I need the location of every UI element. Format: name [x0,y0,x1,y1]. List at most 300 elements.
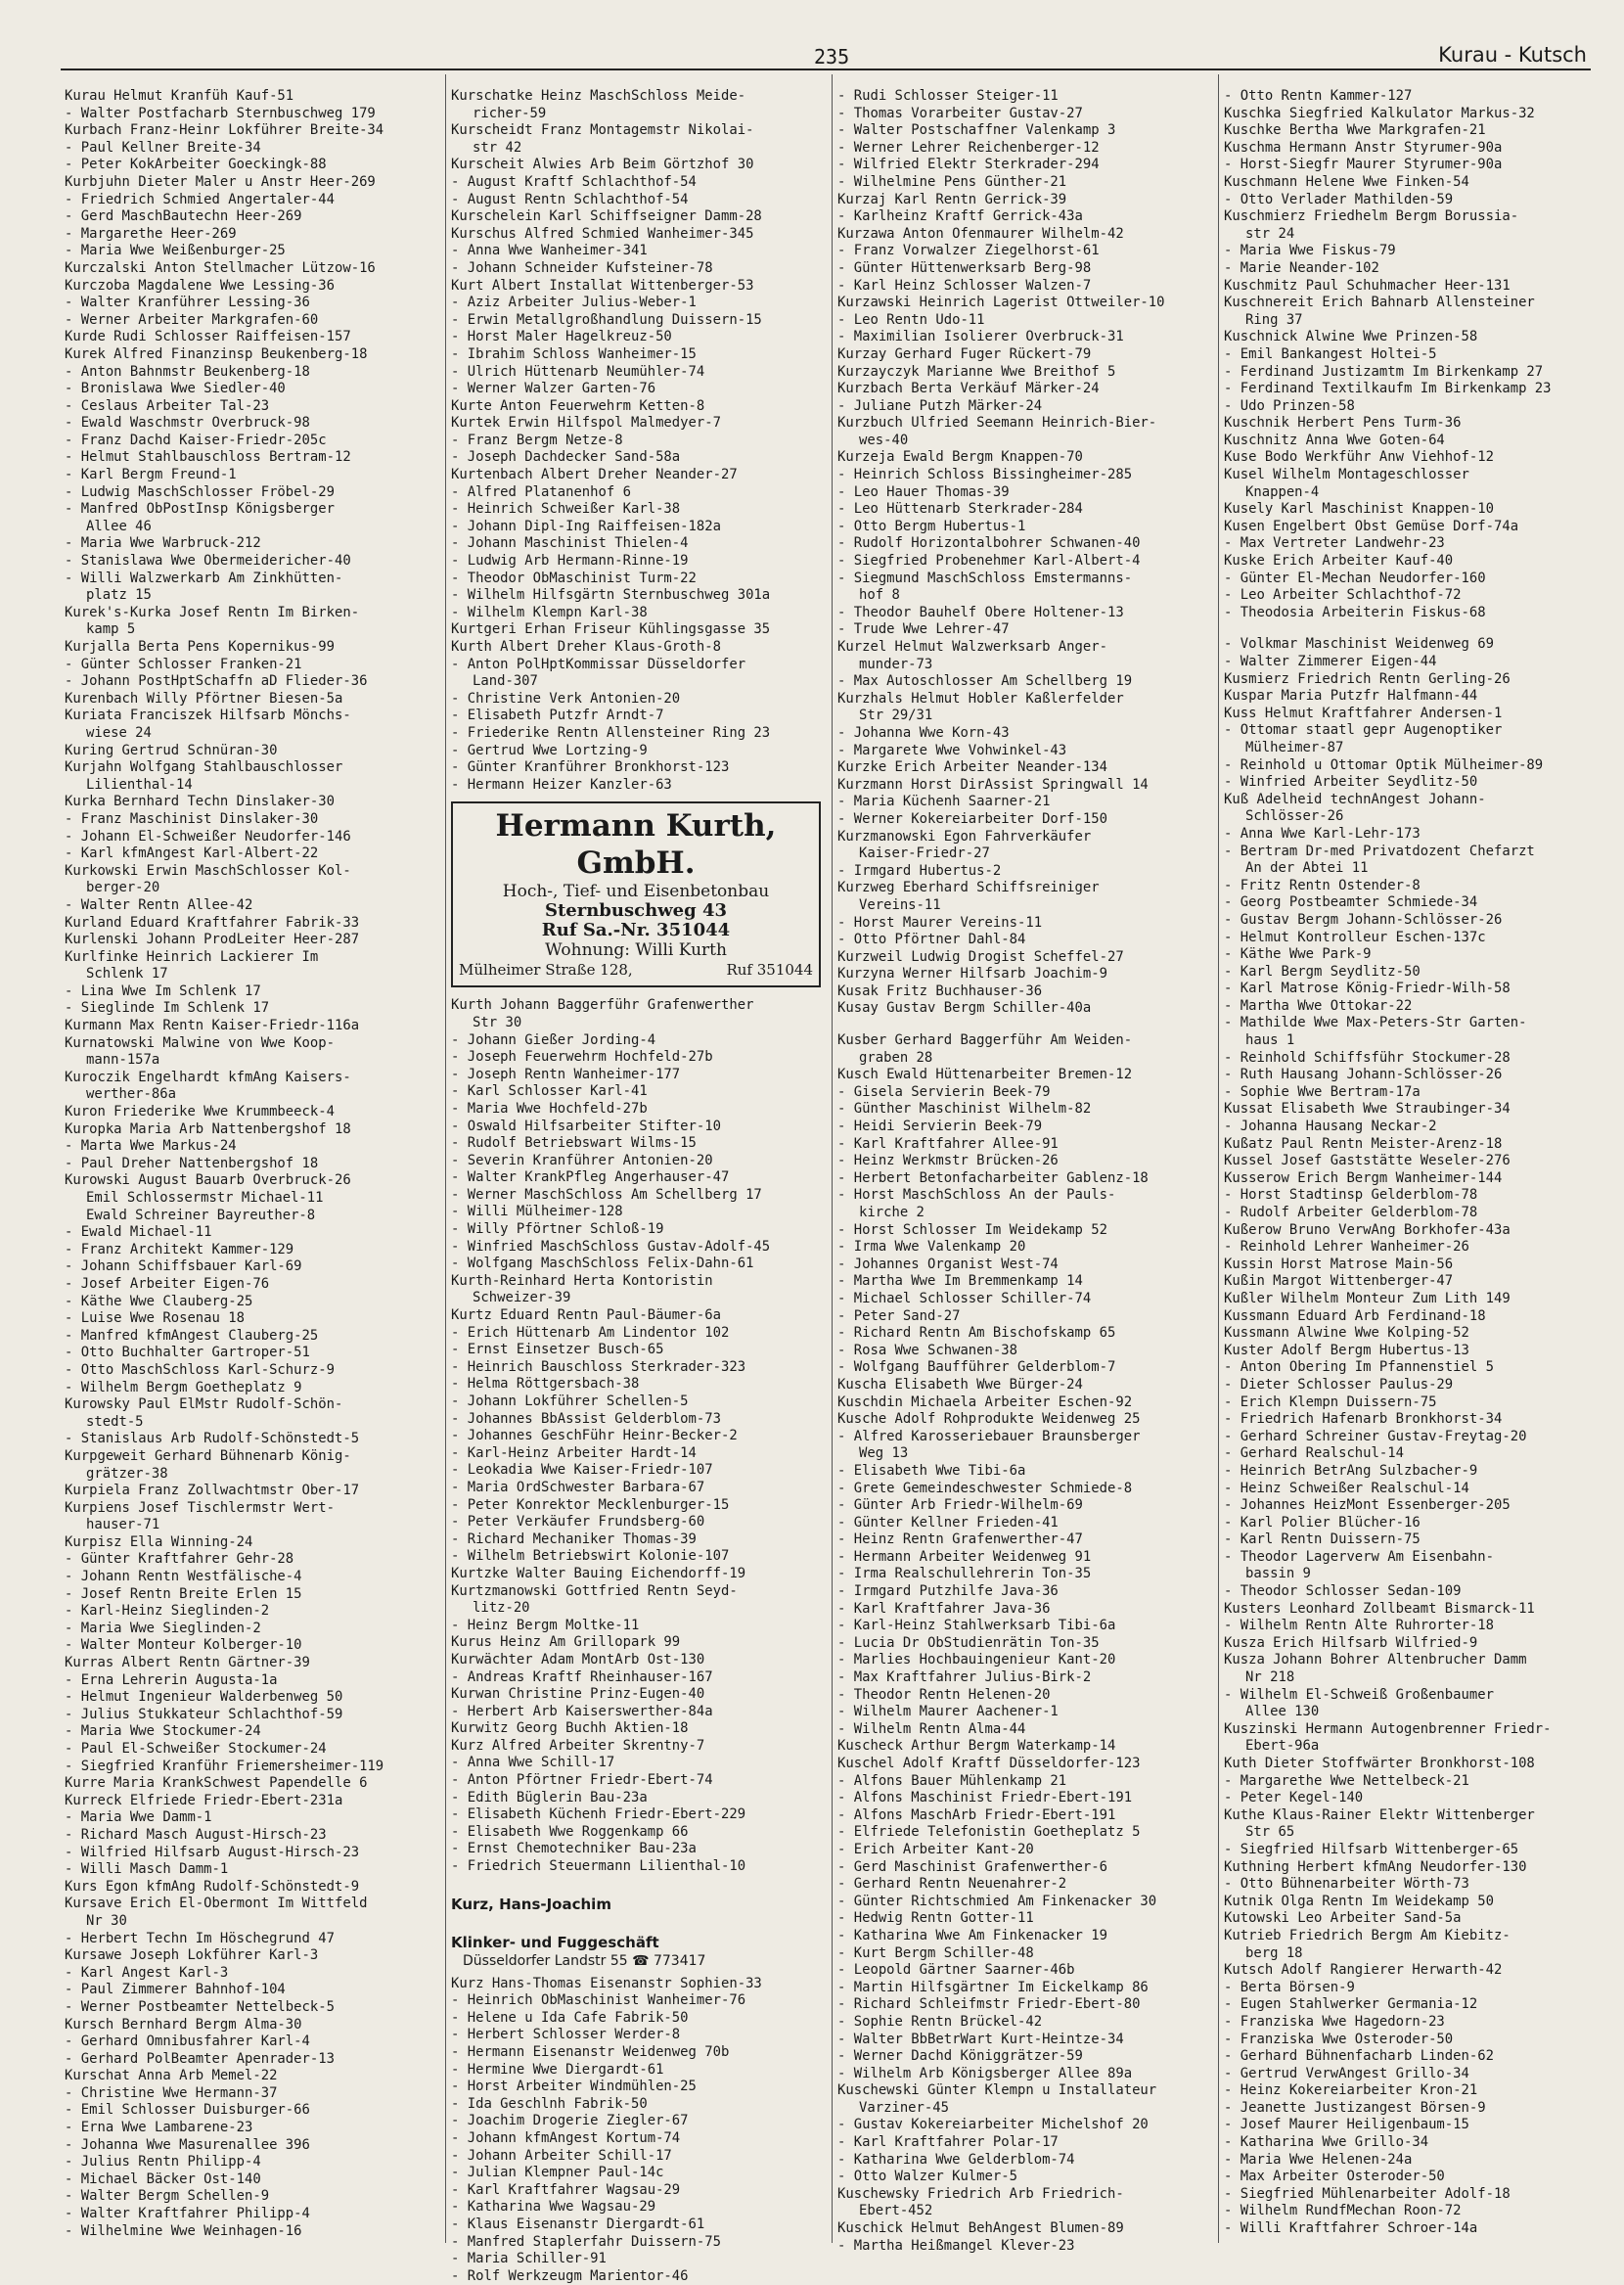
directory-entry: - Edith Büglerin Bau-23a [451,1789,648,1805]
directory-entry: Schweizer-39 [473,1290,571,1306]
directory-entry: Kussmann Alwine Wwe Kolping-52 [1224,1325,1469,1342]
directory-entry: hauser-71 [86,1517,160,1533]
directory-entry: - Gisela Servierin Beek-79 [837,1083,1051,1100]
directory-entry: Kurras Albert Rentn Gärtner-39 [65,1655,310,1671]
directory-entry: Allee 46 [86,518,152,534]
directory-entry: Kurzeja Ewald Bergm Knappen-70 [837,449,1083,466]
directory-entry: Kurzmann Horst DirAssist Springwall 14 [837,776,1149,793]
directory-entry: Emil Schlossermstr Michael-11 [86,1190,324,1206]
directory-entry: munder-73 [859,656,933,672]
directory-entry: - Elfriede Telefonistin Goetheplatz 5 [837,1824,1141,1841]
directory-entry: - Andreas Kraftf Rheinhauser-167 [451,1668,713,1685]
directory-entry: - Herbert Schlosser Werder-8 [451,2027,681,2043]
directory-entry: - Martha Heißmangel Klever-23 [837,2237,1075,2254]
ad-residence-line [459,960,813,980]
directory-entry: Kurzawski Heinrich Lagerist Ottweiler-10 [837,295,1165,311]
directory-entry: - Friedrich Steuermann Lilienthal-10 [451,1858,746,1875]
directory-entry: - Ruth Hausang Johann-Schlösser-26 [1224,1067,1503,1083]
directory-entry: str 24 [1245,225,1295,242]
directory-entry: Kurpiela Franz Zollwachtmstr Ober-17 [65,1483,360,1499]
directory-entry: Kuthning Herbert kfmAng Neudorfer-130 [1224,1858,1527,1875]
directory-entry: Kuscheck Arthur Bergm Waterkamp-14 [837,1738,1116,1755]
directory-entry: Kuschewsky Friedrich Arb Friedrich- [837,2185,1124,2202]
directory-entry: - Franz Vorwalzer Ziegelhorst-61 [837,243,1100,259]
directory-entry: Kurka Bernhard Techn Dinslaker-30 [65,794,335,810]
directory-entry: - Erich Klempn Duissern-75 [1224,1394,1437,1410]
directory-entry: Kuring Gertrud Schnüran-30 [65,742,278,758]
directory-entry: - Walter KrankPfleg Angerhauser-47 [451,1169,730,1186]
directory-entry: - Johannes GeschFühr Heinr-Becker-2 [451,1428,738,1444]
directory-entry: - Heinrich BetrAng Sulzbacher-9 [1224,1462,1478,1479]
directory-entry: Kurowsky Paul ElMstr Rudolf-Schön- [65,1396,343,1413]
directory-entry: Kuriata Franciszek Hilfsarb Mönchs- [65,708,351,724]
directory-entry: - Maria Wwe Sieglinden-2 [65,1620,261,1636]
directory-entry: - Joseph Dachdecker Sand-58a [451,449,681,466]
directory-entry: - Werner Kokereiarbeiter Dorf-150 [837,810,1107,827]
directory-entry: Str 29/31 [859,708,933,724]
directory-entry: - Günter Richtschmied Am Finkenacker 30 [837,1893,1157,1909]
directory-entry: - Wolfgang Baufführer Gelderblom-7 [837,1359,1116,1376]
directory-entry: Kurde Rudi Schlosser Raiffeisen-157 [65,329,351,345]
directory-entry: - Marta Wwe Markus-24 [65,1138,237,1155]
directory-entry: - Otto Walzer Kulmer-5 [837,2169,1017,2185]
directory-entry: - Werner Arbeiter Markgrafen-60 [65,311,319,328]
directory-entry: - Sophie Wwe Bertram-17a [1224,1083,1421,1100]
directory-entry: - Theodor Rentn Helenen-20 [837,1686,1051,1703]
directory-entry: - Otto Verlader Mathilden-59 [1224,191,1454,207]
directory-entry: - Karl kfmAngest Karl-Albert-22 [65,845,319,862]
directory-entry: - Walter BbBetrWart Kurt-Heintze-34 [837,2031,1124,2047]
directory-entry: Kuschma Hermann Anstr Styrumer-90a [1224,139,1503,156]
directory-entry: - Franz Architekt Kammer-129 [65,1241,294,1257]
ad-phone: Ruf Sa.-Nr. 351044 [541,920,731,941]
directory-entry: Kuschdin Michaela Arbeiter Eschen-92 [837,1394,1133,1410]
directory-entry: - Franziska Wwe Osteroder-50 [1224,2031,1454,2047]
directory-entry: - Günter Schlosser Franken-21 [65,656,302,672]
directory-entry: - Karl Schlosser Karl-41 [451,1083,648,1100]
directory-entry: wiese 24 [86,724,152,741]
directory-entry: Kurzayczyk Marianne Wwe Breithof 5 [837,363,1116,380]
directory-entry: - Ewald Waschmstr Overbruck-98 [65,415,310,432]
directory-entry: Kuschnik Herbert Pens Turm-36 [1224,415,1462,432]
directory-entry: - Theodor Schlosser Sedan-109 [1224,1583,1462,1600]
directory-entry: Kurzyna Werner Hilfsarb Joachim-9 [837,966,1107,983]
directory-entry: - Franziska Wwe Hagedorn-23 [1224,2013,1445,2030]
directory-entry: Kuss Helmut Kraftfahrer Andersen-1 [1224,705,1503,721]
ad-residence-address: Mülheimer Straße 128, [459,961,633,980]
directory-entry: - Johann Rentn Westfälische-4 [65,1569,302,1585]
directory-entry: - Karl-Heinz Sieglinden-2 [65,1603,270,1620]
directory-entry: - Maria Wwe Weißenburger-25 [65,243,286,259]
directory-entry: - Emil Schlosser Duisburger-66 [65,2102,310,2119]
directory-entry: Str 30 [473,1014,522,1030]
directory-entry: Kurpiens Josef Tischlermstr Wert- [65,1499,335,1516]
directory-entry: - Erna Lehrerin Augusta-1a [65,1671,278,1688]
directory-entry: - Elisabeth Wwe Roggenkamp 66 [451,1823,689,1840]
directory-entry: Kuscha Elisabeth Wwe Bürger-24 [837,1376,1083,1393]
directory-entry: - Gerhard PolBeamter Apenrader-13 [65,2050,335,2067]
directory-entry: - Julian Klempner Paul-14c [451,2165,664,2181]
directory-entry: - Grete Gemeindeschwester Schmiede-8 [837,1480,1133,1496]
directory-entry: - Martin Hilfsgärtner Im Eickelkamp 86 [837,1979,1149,1995]
directory-entry: - Hermann Heizer Kanzler-63 [451,776,672,793]
directory-entry: - Leo Hüttenarb Sterkrader-284 [837,501,1083,518]
directory-entry: - Elisabeth Putzfr Arndt-7 [451,708,664,724]
directory-entry: - Udo Prinzen-58 [1224,397,1355,414]
directory-entry: - Peter Verkäufer Frundsberg-60 [451,1514,705,1531]
directory-entry: - Wolfgang MaschSchloss Felix-Dahn-61 [451,1256,754,1272]
directory-entry: Kussat Elisabeth Wwe Straubinger-34 [1224,1101,1511,1118]
directory-entry: - Elisabeth Küchenh Friedr-Ebert-229 [451,1806,746,1823]
directory-entry: Kurwächter Adam MontArb Ost-130 [451,1651,705,1668]
directory-entry: - Richard Rentn Am Bischofskamp 65 [837,1325,1116,1342]
directory-entry: - Heinrich Schloss Bissingheimer-285 [837,467,1133,483]
directory-entry: Kurpgeweit Gerhard Bühnenarb König- [65,1447,351,1464]
ad-company-name: Hermann Kurth, GmbH. [495,808,777,882]
directory-entry: - Hedwig Rentn Gotter-11 [837,1910,1034,1927]
directory-entry: - Walter Monteur Kolberger-10 [65,1637,302,1654]
directory-entry: Kurth Johann Baggerführ Grafenwerther [451,997,754,1014]
directory-entry: - Marie Neander-102 [1224,259,1379,276]
directory-entry: - Willi Mülheimer-128 [451,1204,623,1220]
directory-entry: - Herbert Techn Im Höschegrund 47 [65,1930,335,1946]
directory-entry: - Klaus Eisenanstr Diergardt-61 [451,2216,705,2232]
directory-entry: - Johann Dipl-Ing Raiffeisen-182a [451,518,721,534]
directory-entry: - Juliane Putzh Märker-24 [837,397,1043,414]
directory-entry: - Katharina Wwe Grillo-34 [1224,2134,1429,2151]
directory-entry: - Werner MaschSchloss Am Schellberg 17 [451,1186,762,1203]
directory-entry: - Katharina Wwe Am Finkenacker 19 [837,1927,1107,1943]
directory-entry: Kurzbuch Ulfried Seemann Heinrich-Bier- [837,415,1157,432]
directory-entry: mann-157a [86,1052,160,1069]
directory-entry: - Walter Postschaffner Valenkamp 3 [837,122,1116,139]
directory-entry: - Maria Wwe Fiskus-79 [1224,243,1396,259]
directory-entry: - Paul Zimmerer Bahnhof-104 [65,1982,286,1998]
directory-entry: - Johann Gießer Jording-4 [451,1031,656,1048]
directory-entry: - Ernst Einsetzer Busch-65 [451,1342,664,1358]
directory-entry: Ring 37 [1245,311,1303,328]
directory-entry: - Maria Wwe Damm-1 [65,1809,212,1826]
directory-entry: Kurre Maria KrankSchwest Papendelle 6 [65,1775,368,1792]
directory-entry: - Marlies Hochbauingenieur Kant-20 [837,1652,1116,1668]
directory-entry: Kurth Albert Dreher Klaus-Groth-8 [451,639,721,655]
directory-entry: Kussin Horst Matrose Main-56 [1224,1256,1454,1272]
directory-entry: - Otto MaschSchloss Karl-Schurz-9 [65,1361,335,1378]
directory-entry: str 42 [473,139,522,156]
directory-entry: - Walter Kraftfahrer Philipp-4 [65,2206,310,2222]
ad-street: Sternbuschweg 43 [544,900,728,922]
directory-entry: Ebert-452 [859,2203,933,2219]
directory-entry: - Horst-Siegfr Maurer Styrumer-90a [1224,157,1503,173]
directory-entry: Kuschick Helmut BehAngest Blumen-89 [837,2220,1124,2237]
directory-entry: - Heinrich ObMaschinist Wanheimer-76 [451,1992,746,2009]
directory-entry: Kuszinski Hermann Autogenbrenner Friedr- [1224,1720,1552,1737]
directory-entry: - Karl Angest Karl-3 [65,1964,229,1981]
directory-entry: - Willi Walzwerkarb Am Zinkhütten- [65,570,343,586]
directory-entry: - Siegmund MaschSchloss Emstermanns- [837,570,1133,586]
directory-entry: - Heinz Kokereiarbeiter Kron-21 [1224,2082,1478,2099]
directory-column-2 [451,88,825,2284]
directory-entry: - Horst Stadtinsp Gelderblom-78 [1224,1187,1478,1204]
directory-entry: Kusely Karl Maschinist Knappen-10 [1224,501,1494,518]
directory-entry: - Johannes BbAssist Gelderblom-73 [451,1410,721,1427]
directory-entry: - Peter Konrektor Mecklenburger-15 [451,1496,730,1513]
directory-entry: Schlösser-26 [1245,808,1344,825]
directory-entry: - Manfred kfmAngest Clauberg-25 [65,1327,319,1344]
directory-entry: - Willi Kraftfahrer Schroer-14a [1224,2220,1478,2237]
directory-entry: - Willy Pförtner Schloß-19 [451,1221,664,1238]
directory-entry: - Erwin Metallgroßhandlung Duissern-15 [451,311,762,328]
directory-entry: kamp 5 [86,621,136,638]
directory-entry: graben 28 [859,1049,933,1066]
directory-entry: - Kurt Bergm Schiller-48 [837,1944,1034,1961]
directory-entry: - Josef Rentn Breite Erlen 15 [65,1585,302,1602]
directory-entry: - Wilhelm RundfMechan Roon-72 [1224,2203,1462,2219]
directory-entry: Kuschnitz Anna Wwe Goten-64 [1224,432,1445,448]
directory-entry: Kaiser-Friedr-27 [859,845,990,862]
directory-entry: - August Rentn Schlachthof-54 [451,191,689,207]
directory-entry: Kurmann Max Rentn Kaiser-Friedr-116a [65,1018,360,1034]
directory-entry: - Alfred Karosseriebauer Braunsberger [837,1428,1141,1444]
directory-entry: - Friedrich Schmied Angertaler-44 [65,191,335,207]
directory-entry: - Anna Wwe Schill-17 [451,1755,615,1771]
directory-entry: - Günther Maschinist Wilhelm-82 [837,1101,1092,1118]
directory-entry: Kurczoba Magdalene Wwe Lessing-36 [65,277,335,294]
directory-entry: - Gerhard Rentn Neuenahrer-2 [837,1876,1067,1893]
directory-entry: - Wilhelmine Wwe Weinhagen-16 [65,2222,302,2239]
directory-entry: - Gertrud Wwe Lortzing-9 [451,742,648,758]
directory-column-4 [1224,88,1598,2237]
column-gap [837,1018,1211,1032]
directory-entry: - Günter Kellner Frieden-41 [837,1514,1059,1531]
directory-entry: - Johann Lokführer Schellen-5 [451,1394,689,1409]
directory-entry: Kurwan Christine Prinz-Eugen-40 [451,1686,705,1703]
directory-entry: - Johann PostHptSchaffn aD Flieder-36 [65,673,368,690]
directory-entry: - Herbert Betonfacharbeiter Gablenz-18 [837,1169,1149,1186]
directory-entry: - Gerd Maschinist Grafenwerther-6 [837,1858,1107,1875]
directory-entry: Kuschke Bertha Wwe Markgrafen-21 [1224,122,1486,139]
directory-entry: - Stanislawa Wwe Obermeidericher-40 [65,553,351,570]
directory-entry: - Horst Maurer Vereins-11 [837,914,1043,931]
directory-entry: - Max Arbeiter Osteroder-50 [1224,2169,1445,2185]
directory-entry: Kußerow Bruno VerwAng Borkhofer-43a [1224,1221,1511,1238]
directory-entry: Kutowski Leo Arbeiter Sand-5a [1224,1910,1462,1927]
directory-entry: Kurtzmanowski Gottfried Rentn Seyd- [451,1582,738,1599]
directory-entry: - Irma Realschullehrerin Ton-35 [837,1566,1092,1582]
directory-entry: - Ida Geschlnh Fabrik-50 [451,2095,648,2112]
directory-entry: - Christine Verk Antonien-20 [451,690,681,707]
directory-entry: - Siegfried Hilfsarb Wittenberger-65 [1224,1841,1519,1857]
directory-entry: Kurzawa Anton Ofenmaurer Wilhelm-42 [837,225,1124,242]
directory-column-3 [837,88,1211,2254]
directory-entry: - Leo Arbeiter Schlachthof-72 [1224,587,1462,604]
directory-entry: kirche 2 [859,1205,925,1220]
directory-entry: Kurth-Reinhard Herta Kontoristin [451,1272,713,1289]
directory-entry: Kuschnereit Erich Bahnarb Allensteiner [1224,295,1535,311]
directory-entry: - Gerd MaschBautechn Heer-269 [65,208,302,225]
directory-entry: Kurtenbach Albert Dreher Neander-27 [451,467,738,483]
directory-entry: - Paul Dreher Nattenbergshof 18 [65,1155,319,1171]
directory-entry: - Ceslaus Arbeiter Tal-23 [65,397,270,414]
listing-name: Kurz, Hans-Joachim [451,1895,611,1913]
directory-entry: Kurtzke Walter Bauing Eichendorff-19 [451,1565,746,1581]
directory-entry: - Hermann Eisenanstr Weidenweg 70b [451,2044,730,2060]
directory-entry: Land-307 [473,673,538,690]
directory-entry: Kurzweg Eberhard Schiffsreiniger [837,880,1100,896]
directory-entry: - Theodor ObMaschinist Turm-22 [451,570,697,586]
directory-entry: Kusmierz Friedrich Rentn Gerling-26 [1224,670,1511,687]
directory-entry: - Werner Walzer Garten-76 [451,381,656,397]
directory-entry: Kurz Hans-Thomas Eisenanstr Sophien-33 [451,1975,762,1991]
directory-entry: - Maria Küchenh Saarner-21 [837,794,1051,810]
directory-entry: - Johanna Hausang Neckar-2 [1224,1119,1437,1135]
directory-entry: - Erich Arbeiter Kant-20 [837,1841,1034,1857]
directory-entry: Kusch Ewald Hüttenarbeiter Bremen-12 [837,1067,1133,1083]
directory-entry: - Wilhelm Arb Königsberger Allee 89a [837,2065,1133,2081]
directory-entry: - Wilhelmine Pens Günther-21 [837,173,1067,190]
directory-entry: Kurbjuhn Dieter Maler u Anstr Heer-269 [65,173,376,190]
directory-entry: - Heinrich Bauschloss Sterkrader-323 [451,1358,746,1375]
directory-entry: - Friedrich Hafenarb Bronkhorst-34 [1224,1411,1503,1428]
directory-entry: - Helmut Stahlbauschloss Bertram-12 [65,449,351,466]
directory-entry: Schlenk 17 [86,966,168,983]
directory-entry: Kurjalla Berta Pens Kopernikus-99 [65,639,335,655]
directory-entry: - Karl Kraftfahrer Wagsau-29 [451,2181,681,2198]
page-number: 235 [814,45,850,69]
directory-entry: Nr 30 [86,1912,127,1929]
directory-entry: Kuron Friederike Wwe Krummbeeck-4 [65,1104,335,1120]
directory-entry: - Maria Wwe Stockumer-24 [65,1723,261,1740]
directory-entry: - Karl-Heinz Arbeiter Hardt-14 [451,1444,697,1461]
directory-entry: - Johanna Wwe Korn-43 [837,724,1010,741]
directory-entry: Kurbach Franz-Heinr Lokführer Breite-34 [65,122,384,139]
directory-entry: - Irma Wwe Valenkamp 20 [837,1239,1026,1256]
directory-entry: Kurz Alfred Arbeiter Skrentny-7 [451,1737,705,1754]
directory-entry: - Theodosia Arbeiterin Fiskus-68 [1224,604,1486,620]
directory-entry: - Günter Hüttenwerksarb Berg-98 [837,259,1092,276]
directory-entry: - Werner Dachd Königgrätzer-59 [837,2048,1083,2065]
directory-entry: - Margarethe Wwe Nettelbeck-21 [1224,1772,1469,1789]
directory-entry: - Karl-Heinz Stahlwerksarb Tibi-6a [837,1618,1116,1634]
directory-entry: - Johann Schneider Kufsteiner-78 [451,259,713,276]
directory-entry: - Rudolf Horizontalbohrer Schwanen-40 [837,535,1141,552]
directory-entry: - Karl Bergm Freund-1 [65,467,237,483]
directory-entry: - Peter KokArbeiter Goeckingk-88 [65,157,327,173]
directory-entry: Kussel Josef Gaststätte Weseler-276 [1224,1153,1511,1169]
directory-entry: - Martha Wwe Ottokar-22 [1224,997,1413,1014]
directory-entry: richer-59 [473,105,547,121]
directory-entry: Kußler Wilhelm Monteur Zum Lith 149 [1224,1290,1511,1306]
directory-entry: Kurwitz Georg Buchh Aktien-18 [451,1720,689,1737]
directory-entry: - Hermann Arbeiter Weidenweg 91 [837,1548,1092,1565]
directory-entry: berg 18 [1245,1944,1303,1961]
directory-entry: Kurzay Gerhard Fuger Rückert-79 [837,345,1092,362]
directory-entry: - Anton Bahnmstr Beukenberg-18 [65,363,310,380]
directory-entry: - Berta Börsen-9 [1224,1979,1355,1995]
ad-residence-phone: Ruf 351044 [726,961,813,980]
directory-entry: - Willi Masch Damm-1 [65,1861,229,1878]
directory-entry: Kussmann Eduard Arb Ferdinand-18 [1224,1307,1486,1324]
directory-entry: - Reinhold Lehrer Wanheimer-26 [1224,1239,1469,1256]
directory-entry: - August Kraftf Schlachthof-54 [451,173,697,190]
directory-entry: Kuschmierz Friedhelm Bergm Borussia- [1224,208,1519,225]
directory-entry: - Gerhard Bühnenfacharb Linden-62 [1224,2048,1494,2065]
directory-entry: - Max Autoschlosser Am Schellberg 19 [837,673,1133,690]
directory-entry: - Bronislawa Wwe Siedler-40 [65,381,286,397]
directory-entry: - Anna Wwe Karl-Lehr-173 [1224,825,1421,842]
directory-entry: - Volkmar Maschinist Weidenweg 69 [1224,636,1494,653]
directory-entry: Kusche Adolf Rohprodukte Weidenweg 25 [837,1411,1141,1428]
directory-entry: - Thomas Vorarbeiter Gustav-27 [837,105,1083,121]
directory-entry: Kurscheit Alwies Arb Beim Görtzhof 30 [451,157,754,173]
directory-entry: - Josef Maurer Heiligenbaum-15 [1224,2117,1469,2133]
directory-entry: - Johannes HeizMont Essenberger-205 [1224,1497,1511,1514]
directory-entry: - Günter Kranführer Bronkhorst-123 [451,759,730,776]
directory-entry: Kurschatke Heinz MaschSchloss Meide- [451,88,746,104]
directory-entry: Kurzhals Helmut Hobler Kaßlerfelder [837,690,1124,707]
directory-entry: stedt-5 [86,1413,144,1430]
directory-entry: - Karl Heinz Schlosser Walzen-7 [837,277,1092,294]
directory-entry: Kurnatowski Malwine von Wwe Koop- [65,1034,335,1051]
directory-entry: - Wilfried Elektr Sterkrader-294 [837,157,1100,173]
directory-entry: - Karl Bergm Seydlitz-50 [1224,963,1421,980]
directory-entry: - Anton Pförtner Friedr-Ebert-74 [451,1772,713,1789]
directory-entry: Kusen Engelbert Obst Gemüse Dorf-74a [1224,518,1519,534]
directory-entry: - Rosa Wwe Schwanen-38 [837,1342,1017,1358]
directory-entry: - Horst Schlosser Im Weidekamp 52 [837,1221,1107,1238]
directory-entry: - Winfried MaschSchloss Gustav-Adolf-45 [451,1238,771,1255]
directory-entry: wes-40 [859,432,909,448]
directory-entry: Kuß Adelheid technAngest Johann- [1224,791,1486,807]
column-divider [832,74,833,2243]
listing-address: Düsseldorfer Landstr 55 ☎ 773417 [463,1952,706,1969]
directory-entry: Kuschewski Günter Klempn u Installateur [837,2082,1157,2099]
directory-entry: - Peter Sand-27 [837,1307,961,1324]
directory-entry: - Otto Bergm Hubertus-1 [837,518,1026,534]
directory-entry: Varziner-45 [859,2099,949,2116]
directory-entry: - Rudi Schlosser Steiger-11 [837,88,1059,104]
directory-entry: Kutnik Olga Rentn Im Weidekamp 50 [1224,1893,1494,1909]
directory-entry: - Leokadia Wwe Kaiser-Friedr-107 [451,1462,713,1479]
directory-entry: - Werner Lehrer Reichenberger-12 [837,139,1100,156]
directory-entry: Kuropka Maria Arb Nattenbergshof 18 [65,1120,351,1137]
business-listing [451,1894,825,1970]
directory-entry: berger-20 [86,880,160,896]
directory-entry: - Alfred Platanenhof 6 [451,483,631,500]
directory-entry: - Helene u Ida Cafe Fabrik-50 [451,2009,689,2026]
directory-entry: Kurschus Alfred Schmied Wanheimer-345 [451,225,754,242]
directory-entry: - Gerhard Realschul-14 [1224,1445,1404,1462]
directory-entry: - Käthe Wwe Clauberg-25 [65,1293,253,1309]
directory-entry: - Fritz Rentn Ostender-8 [1224,877,1421,893]
directory-entry: - Katharina Wwe Gelderblom-74 [837,2151,1075,2168]
directory-entry: - Johann Arbeiter Schill-17 [451,2147,672,2164]
directory-entry: - Günter Kraftfahrer Gehr-28 [65,1551,294,1568]
directory-entry: - Paul El-Schweißer Stockumer-24 [65,1741,327,1757]
directory-entry: - Siegfried Probenehmer Karl-Albert-4 [837,553,1141,570]
directory-entry: Kurowski August Bauarb Overbruck-26 [65,1172,351,1189]
directory-entry: - Manfred ObPostInsp Königsberger [65,501,335,518]
directory-entry: - Trude Wwe Lehrer-47 [837,621,1010,638]
directory-entry: - Leo Rentn Udo-11 [837,311,985,328]
directory-entry: - Richard Mechaniker Thomas-39 [451,1531,697,1547]
directory-entry: - Siegfried Mühlenarbeiter Adolf-18 [1224,2185,1511,2202]
directory-entry: Kurkowski Erwin MaschSchlosser Kol- [65,862,351,879]
directory-entry: - Karl Matrose König-Friedr-Wilh-58 [1224,981,1511,997]
directory-entry: - Michael Bäcker Ost-140 [65,2171,261,2187]
directory-entry: - Wilhelm Bergm Goetheplatz 9 [65,1379,302,1395]
directory-entry: Kurlenski Johann ProdLeiter Heer-287 [65,932,360,948]
